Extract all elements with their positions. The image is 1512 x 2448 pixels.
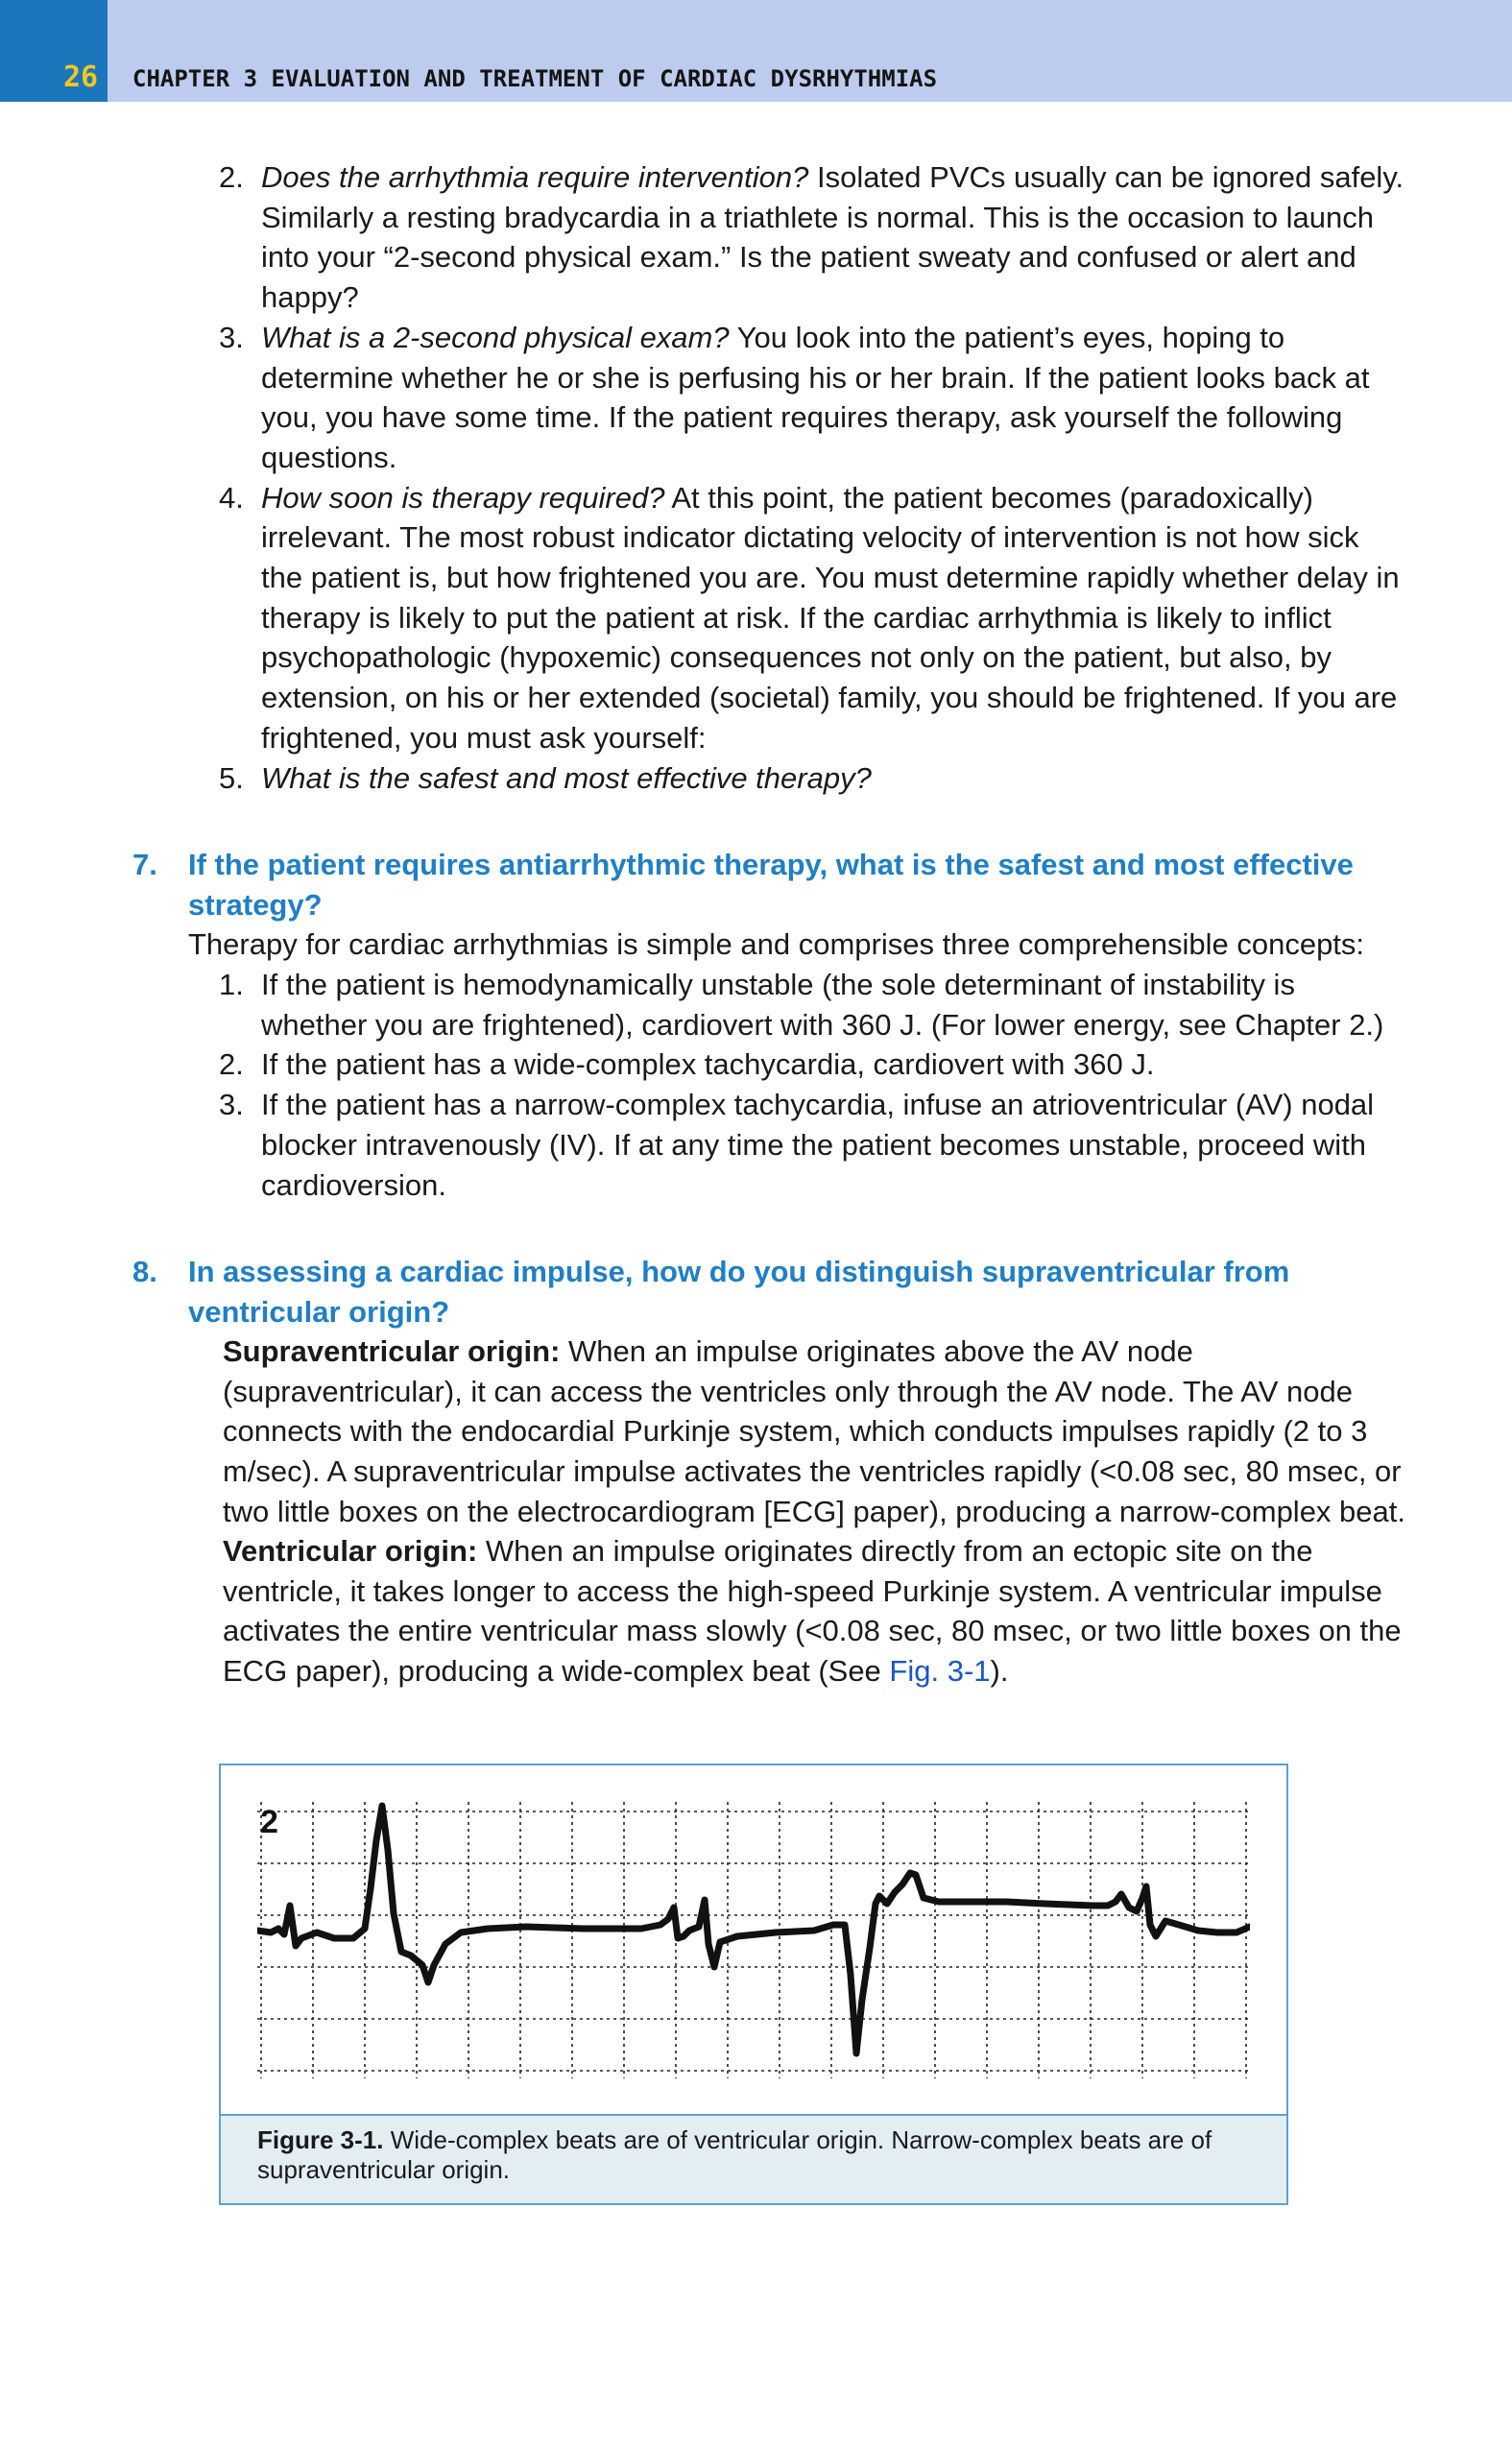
list-item-text: Isolated PVCs usually can be ignored safely. Similarly a resting bradycardia in a triathlete is normal. This is the occasion to launch into your “2-second physical exam.” Is the patient sweaty and confused or alert and happy?	[261, 160, 1404, 315]
ventricular-label: Ventricular origin:	[223, 1534, 478, 1568]
section-7-heading: 7. If the patient requires antiarrhythmic therapy, what is the safest and most effective strategy?	[132, 848, 1354, 922]
figure-caption-label: Figure 3-1.	[257, 2125, 384, 2154]
page-number-box	[0, 0, 108, 102]
ecg-lead-label: 2	[260, 1804, 278, 1840]
question-list	[219, 157, 1405, 798]
list-item-question: What is a 2-second physical exam?	[261, 320, 730, 354]
list-item-text: You look into the patient’s eyes, hoping to determine whether he or she is perfusing his or her brain. If the patient looks back at you, you have some time. If the patient requires therapy, ask yourself the following questions.	[261, 320, 1370, 474]
figure-caption-text: Wide-complex beats are of ventricular origin. Narrow-complex beats are of supraventricular origin.	[257, 2125, 1212, 2184]
list-item-text: At this point, the patient becomes (paradoxically) irrelevant. The most robust indicator dictating velocity of intervention is not how sick the patient is, but how frightened you are. You must determine rapidly whether delay in therapy is likely to put the patient at risk. If the cardiac arrhythmia is likely to inflict psychopathologic (hypoxemic) consequences not only on the patient, but also, by extension, on his or her extended (societal) family, you should be frightened. If you are frightened, you must ask yourself:	[261, 480, 1400, 755]
supraventricular-label: Supraventricular origin:	[223, 1334, 561, 1368]
section-7-intro: Therapy for cardiac arrhythmias is simple and comprises three comprehensible concepts:	[188, 927, 1365, 961]
ventricular-paragraph: Ventricular origin: When an impulse originates directly from an ectopic site on the ventricle, it takes longer to access the high-speed Purkinje system. A ventricular impulse activates the entire ventricular mass slowly (<0.08 sec, 80 msec, or two little boxes on the ECG paper), producing a wide-complex beat (See Fig. 3-1).	[223, 1534, 1402, 1689]
list-item-question: Does the arrhythmia require intervention?	[261, 160, 809, 194]
list-item: 3. What is a 2-second physical exam? You look into the patient’s eyes, hoping to determine whether he or she is perfusing his or her brain. If the patient looks back at you, you have some time. If the patient requires therapy, ask yourself the following questions.	[219, 320, 1370, 474]
ecg-strip-image	[257, 1802, 1250, 2078]
supraventricular-paragraph: Supraventricular origin: When an impulse originates above the AV node (supraventricular), it can access the ventricles only through the AV node. The AV node connects with the endocardial Purkinje system, which conducts impulses rapidly (2 to 3 m/sec). A supraventricular impulse activates the ventricles rapidly (<0.08 sec, 80 msec, or two little boxes on the electrocardiogram [ECG] paper), producing a narrow-complex beat.	[223, 1334, 1405, 1528]
figure-reference-link[interactable]: Fig. 3-1	[889, 1654, 991, 1689]
list-item: 2. Does the arrhythmia require intervention? Isolated PVCs usually can be ignored safely. Similarly a resting bradycardia in a triathlete is normal. This is the occasion to launch into your “2-second physical exam.” Is the patient sweaty and confused or alert and happy?	[219, 160, 1404, 315]
list-item-question: How soon is therapy required?	[261, 480, 665, 515]
list-item: 3. If the patient has a narrow-complex tachycardia, infuse an atrioventricular (AV) nodal blocker intravenously (IV). If at any time the patient becomes unstable, proceed with cardioversion.	[219, 1088, 1375, 1202]
figure-caption	[221, 2114, 1286, 2203]
list-item: 5. What is the safest and most effective therapy?	[219, 760, 872, 795]
therapy-list	[219, 965, 1405, 1205]
page-number: 26	[63, 60, 99, 94]
list-item: 1. If the patient is hemodynamically unstable (the sole determinant of instability is whether you are frightened), cardiovert with 360 J. (For lower energy, see Chapter 2.)	[219, 968, 1384, 1042]
section-8-heading: 8. In assessing a cardiac impulse, how do you distinguish supraventricular from ventricular origin?	[132, 1255, 1290, 1329]
running-header	[0, 0, 1512, 102]
list-item-question: What is the safest and most effective therapy?	[261, 760, 872, 795]
list-item: 2. If the patient has a wide-complex tachycardia, cardiovert with 360 J.	[219, 1047, 1155, 1082]
list-item: 4. How soon is therapy required? At this point, the patient becomes (paradoxically) irrelevant. The most robust indicator dictating velocity of intervention is not how sick the patient is, but how frightened you are. You must determine rapidly whether delay in therapy is likely to put the patient at risk. If the cardiac arrhythmia is likely to inflict psychopathologic (hypoxemic) consequences not only on the patient, but also, by extension, on his or her extended (societal) family, you should be frightened. If you are frightened, you must ask yourself:	[219, 480, 1400, 755]
ecg-strip	[257, 1802, 1250, 2078]
chapter-running-head: CHAPTER 3 EVALUATION AND TREATMENT OF CARDIAC DYSRHYTHMIAS	[132, 65, 938, 92]
figure-3-1	[219, 1764, 1288, 2205]
